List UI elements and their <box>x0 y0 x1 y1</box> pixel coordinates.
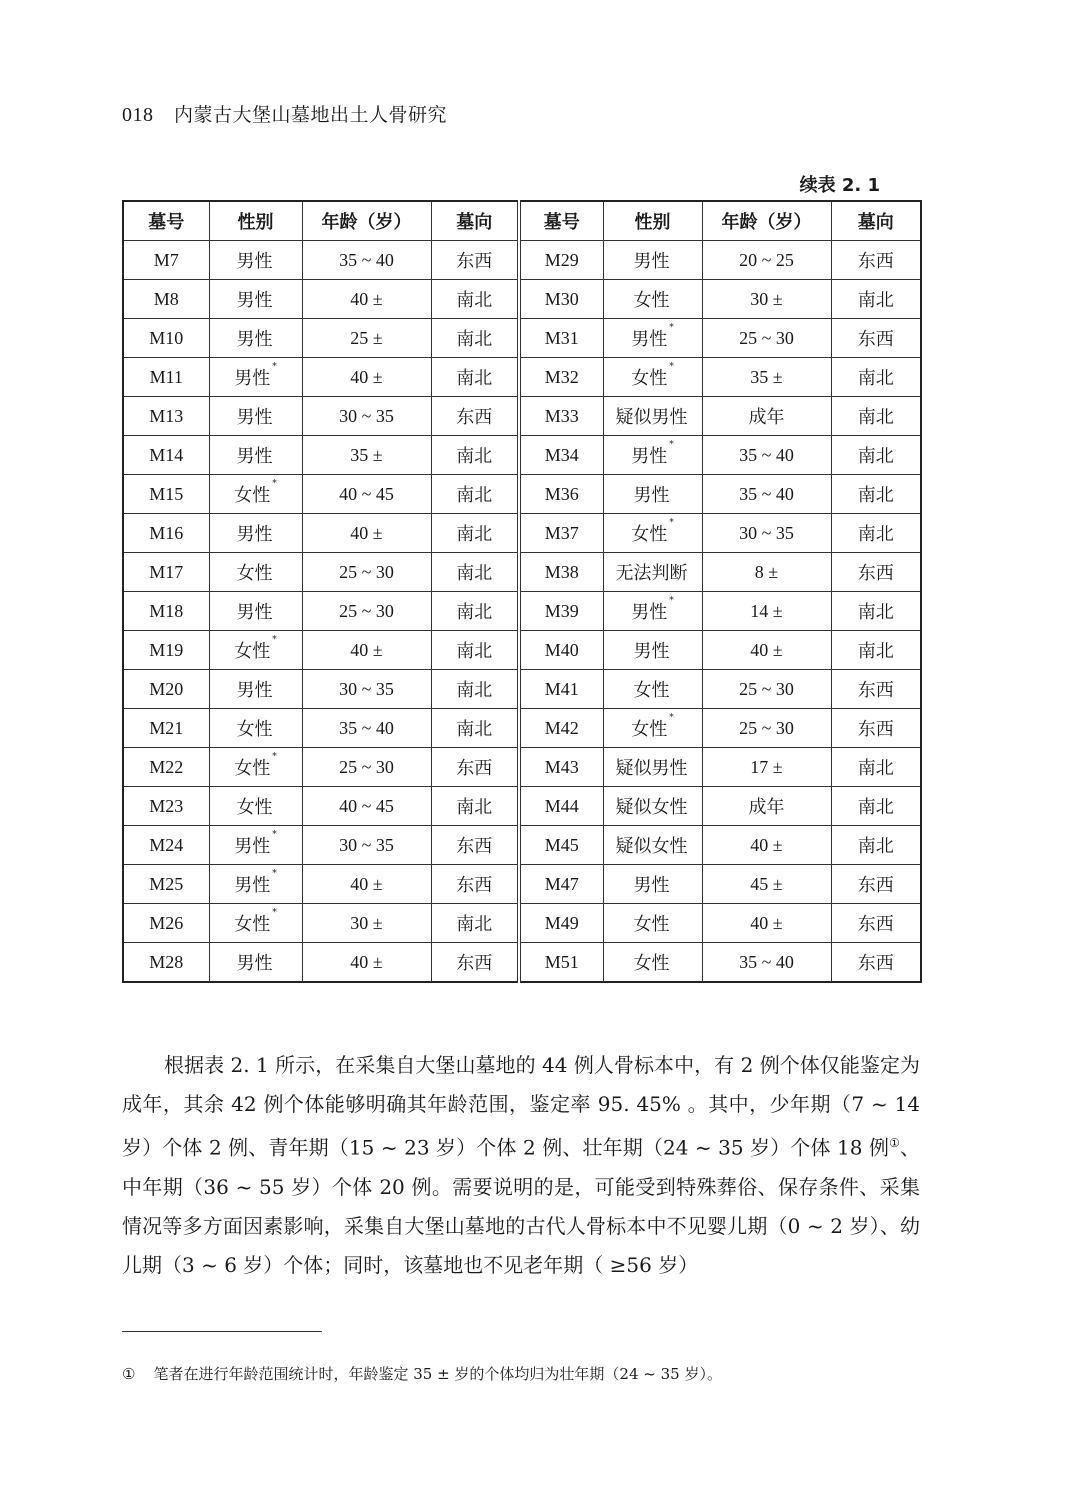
orientation-cell: 南北 <box>431 631 519 670</box>
orientation-cell: 东西 <box>431 748 519 787</box>
sex-value: 女性 <box>236 563 273 584</box>
body-text-before-note: 根据表 2. 1 所示，在采集自大堡山墓地的 44 例人骨标本中，有 2 例个体仅能鉴定为成年，其余 42 例个体能够明确其年龄范围，鉴定率 95. 45% 。其中，少年期（7 ~ 14 岁）个体 2 例、青年期（15 ~ 23 岁）个体 2 例、壮年期（24 ~ 35 岁）个体 18 例 <box>122 1053 920 1160</box>
sex-cell <box>603 631 702 670</box>
sex-cell <box>603 280 702 319</box>
orientation-cell: 东西 <box>431 865 519 904</box>
asterisk-mark: * <box>272 479 277 489</box>
tomb-number-cell: M14 <box>123 436 209 475</box>
book-title: 内蒙古大堡山墓地出土人骨研究 <box>174 104 448 126</box>
sex-value: 女性 <box>633 290 670 311</box>
orientation-cell: 东西 <box>431 241 519 280</box>
sex-cell <box>209 904 302 943</box>
col-header: 年龄（岁） <box>302 201 431 241</box>
sex-value: 男性 <box>236 446 273 467</box>
tomb-number-cell: M29 <box>519 241 603 280</box>
age-cell: 25 ~ 30 <box>302 748 431 787</box>
tomb-number-cell: M32 <box>519 358 603 397</box>
table-body <box>123 241 921 983</box>
sex-value: 疑似男性 <box>615 758 688 779</box>
tomb-number-cell: M20 <box>123 670 209 709</box>
col-header: 性别 <box>209 201 302 241</box>
col-header: 墓号 <box>519 201 603 241</box>
table-row <box>123 397 921 436</box>
orientation-cell: 南北 <box>831 475 921 514</box>
orientation-cell: 南北 <box>831 280 921 319</box>
table-row <box>123 475 921 514</box>
sex-value: 男性 <box>236 407 273 428</box>
footnote-ref[interactable]: ① <box>889 1136 900 1150</box>
orientation-cell: 南北 <box>431 553 519 592</box>
sex-value: 男性 <box>633 641 670 662</box>
sex-value: 女性 <box>234 485 271 506</box>
orientation-cell: 南北 <box>431 709 519 748</box>
sex-value: 男性 <box>236 953 273 974</box>
sex-value: 无法判断 <box>615 563 688 584</box>
age-cell: 40 ± <box>302 943 431 983</box>
tomb-number-cell: M19 <box>123 631 209 670</box>
sex-value: 女性 <box>236 719 273 740</box>
table-row <box>123 592 921 631</box>
table-row <box>123 865 921 904</box>
orientation-cell: 南北 <box>831 748 921 787</box>
tomb-number-cell: M47 <box>519 865 603 904</box>
table-row <box>123 787 921 826</box>
footnote <box>122 1363 722 1384</box>
sex-value: 疑似女性 <box>615 836 688 857</box>
age-cell: 20 ~ 25 <box>702 241 831 280</box>
asterisk-mark: * <box>669 713 674 723</box>
sex-cell <box>209 319 302 358</box>
sex-value: 男性 <box>236 680 273 701</box>
age-cell: 40 ± <box>302 358 431 397</box>
sex-value: 女性 <box>633 914 670 935</box>
sex-cell <box>209 436 302 475</box>
tomb-number-cell: M23 <box>123 787 209 826</box>
age-cell: 成年 <box>702 397 831 436</box>
orientation-cell: 东西 <box>831 241 921 280</box>
age-cell: 30 ~ 35 <box>702 514 831 553</box>
orientation-cell: 南北 <box>431 514 519 553</box>
sex-value: 男性 <box>236 524 273 545</box>
sex-value: 男性 <box>236 329 273 350</box>
sex-cell <box>603 826 702 865</box>
orientation-cell: 南北 <box>431 358 519 397</box>
sex-cell <box>209 865 302 904</box>
sex-cell <box>603 943 702 983</box>
body-paragraph <box>122 1046 920 1285</box>
age-cell: 25 ± <box>302 319 431 358</box>
tomb-number-cell: M34 <box>519 436 603 475</box>
table-row <box>123 241 921 280</box>
sex-value: 女性 <box>633 680 670 701</box>
sex-cell <box>209 397 302 436</box>
orientation-cell: 东西 <box>831 553 921 592</box>
table-row <box>123 436 921 475</box>
age-cell: 25 ~ 30 <box>302 553 431 592</box>
age-cell: 17 ± <box>702 748 831 787</box>
age-cell: 40 ~ 45 <box>302 475 431 514</box>
age-cell: 40 ± <box>702 826 831 865</box>
age-cell: 35 ± <box>302 436 431 475</box>
table-row <box>123 631 921 670</box>
orientation-cell: 东西 <box>831 319 921 358</box>
sex-cell <box>209 280 302 319</box>
table-row <box>123 709 921 748</box>
asterisk-mark: * <box>669 440 674 450</box>
age-cell: 35 ~ 40 <box>702 943 831 983</box>
sex-cell <box>209 475 302 514</box>
sex-cell <box>209 787 302 826</box>
orientation-cell: 南北 <box>431 475 519 514</box>
sex-value: 男性 <box>631 446 668 467</box>
age-cell: 25 ~ 30 <box>702 670 831 709</box>
age-cell: 40 ~ 45 <box>302 787 431 826</box>
tomb-number-cell: M17 <box>123 553 209 592</box>
asterisk-mark: * <box>272 830 277 840</box>
sex-value: 女性 <box>234 641 271 662</box>
col-header: 墓向 <box>431 201 519 241</box>
age-cell: 30 ~ 35 <box>302 670 431 709</box>
sex-value: 女性 <box>234 758 271 779</box>
sex-cell <box>209 748 302 787</box>
col-header: 年龄（岁） <box>702 201 831 241</box>
age-cell: 30 ± <box>702 280 831 319</box>
age-cell: 35 ~ 40 <box>302 709 431 748</box>
table-row <box>123 670 921 709</box>
table-row <box>123 904 921 943</box>
sex-cell <box>209 943 302 983</box>
sex-value: 男性 <box>236 251 273 272</box>
sex-cell <box>209 631 302 670</box>
asterisk-mark: * <box>669 323 674 333</box>
sex-cell <box>209 553 302 592</box>
orientation-cell: 东西 <box>831 943 921 983</box>
burial-table <box>122 200 922 983</box>
orientation-cell: 东西 <box>831 670 921 709</box>
age-cell: 40 ± <box>302 514 431 553</box>
orientation-cell: 东西 <box>431 826 519 865</box>
sex-cell <box>603 319 702 358</box>
orientation-cell: 南北 <box>831 592 921 631</box>
tomb-number-cell: M10 <box>123 319 209 358</box>
orientation-cell: 东西 <box>831 865 921 904</box>
orientation-cell: 东西 <box>831 904 921 943</box>
sex-value: 疑似女性 <box>615 797 688 818</box>
tomb-number-cell: M31 <box>519 319 603 358</box>
tomb-number-cell: M33 <box>519 397 603 436</box>
table-row <box>123 280 921 319</box>
sex-value: 男性 <box>236 602 273 623</box>
asterisk-mark: * <box>669 596 674 606</box>
col-header: 性别 <box>603 201 702 241</box>
tomb-number-cell: M51 <box>519 943 603 983</box>
sex-cell <box>603 670 702 709</box>
tomb-number-cell: M15 <box>123 475 209 514</box>
age-cell: 25 ~ 30 <box>702 319 831 358</box>
tomb-number-cell: M18 <box>123 592 209 631</box>
age-cell: 45 ± <box>702 865 831 904</box>
table-row <box>123 748 921 787</box>
sex-cell <box>209 592 302 631</box>
age-cell: 40 ± <box>302 280 431 319</box>
sex-cell <box>209 826 302 865</box>
tomb-number-cell: M39 <box>519 592 603 631</box>
tomb-number-cell: M38 <box>519 553 603 592</box>
sex-cell <box>209 514 302 553</box>
tomb-number-cell: M40 <box>519 631 603 670</box>
asterisk-mark: * <box>272 635 277 645</box>
age-cell: 25 ~ 30 <box>302 592 431 631</box>
orientation-cell: 南北 <box>831 631 921 670</box>
col-header: 墓号 <box>123 201 209 241</box>
sex-value: 男性 <box>631 602 668 623</box>
tomb-number-cell: M24 <box>123 826 209 865</box>
sex-cell <box>603 241 702 280</box>
sex-value: 男性 <box>236 290 273 311</box>
sex-value: 男性 <box>633 875 670 896</box>
age-cell: 40 ± <box>302 865 431 904</box>
tomb-number-cell: M49 <box>519 904 603 943</box>
page-number: 018 <box>122 104 154 126</box>
sex-cell <box>603 904 702 943</box>
asterisk-mark: * <box>669 518 674 528</box>
tomb-number-cell: M36 <box>519 475 603 514</box>
sex-value: 女性 <box>236 797 273 818</box>
asterisk-mark: * <box>272 362 277 372</box>
age-cell: 35 ~ 40 <box>702 475 831 514</box>
tomb-number-cell: M37 <box>519 514 603 553</box>
sex-cell <box>603 553 702 592</box>
sex-value: 女性 <box>631 524 668 545</box>
tomb-number-cell: M16 <box>123 514 209 553</box>
orientation-cell: 南北 <box>431 670 519 709</box>
tomb-number-cell: M43 <box>519 748 603 787</box>
sex-value: 男性 <box>234 368 271 389</box>
table-row <box>123 319 921 358</box>
asterisk-mark: * <box>272 752 277 762</box>
age-cell: 25 ~ 30 <box>702 709 831 748</box>
asterisk-mark: * <box>272 908 277 918</box>
age-cell: 8 ± <box>702 553 831 592</box>
sex-cell <box>209 241 302 280</box>
sex-value: 男性 <box>631 329 668 350</box>
sex-cell <box>603 397 702 436</box>
orientation-cell: 南北 <box>431 904 519 943</box>
tomb-number-cell: M11 <box>123 358 209 397</box>
age-cell: 35 ~ 40 <box>302 241 431 280</box>
orientation-cell: 南北 <box>831 397 921 436</box>
sex-cell <box>603 865 702 904</box>
sex-cell <box>209 358 302 397</box>
age-cell: 35 ~ 40 <box>702 436 831 475</box>
age-cell: 35 ± <box>702 358 831 397</box>
table-row <box>123 553 921 592</box>
footnote-text: 笔者在进行年龄范围统计时，年龄鉴定 35 ± 岁的个体均归为壮年期（24 ~ 35 岁）。 <box>153 1365 722 1383</box>
sex-value: 女性 <box>234 914 271 935</box>
age-cell: 14 ± <box>702 592 831 631</box>
col-header: 墓向 <box>831 201 921 241</box>
sex-cell <box>603 514 702 553</box>
orientation-cell: 东西 <box>831 709 921 748</box>
age-cell: 40 ± <box>702 631 831 670</box>
sex-cell <box>603 748 702 787</box>
orientation-cell: 南北 <box>831 436 921 475</box>
orientation-cell: 南北 <box>831 826 921 865</box>
tomb-number-cell: M44 <box>519 787 603 826</box>
orientation-cell: 南北 <box>831 358 921 397</box>
sex-cell <box>603 436 702 475</box>
orientation-cell: 南北 <box>431 592 519 631</box>
orientation-cell: 东西 <box>431 397 519 436</box>
sex-value: 男性 <box>633 251 670 272</box>
sex-cell <box>209 670 302 709</box>
tomb-number-cell: M45 <box>519 826 603 865</box>
tomb-number-cell: M22 <box>123 748 209 787</box>
tomb-number-cell: M21 <box>123 709 209 748</box>
tomb-number-cell: M25 <box>123 865 209 904</box>
age-cell: 40 ± <box>702 904 831 943</box>
tomb-number-cell: M7 <box>123 241 209 280</box>
orientation-cell: 南北 <box>431 319 519 358</box>
age-cell: 40 ± <box>302 631 431 670</box>
sex-value: 疑似男性 <box>615 407 688 428</box>
orientation-cell: 南北 <box>431 280 519 319</box>
table-row <box>123 514 921 553</box>
asterisk-mark: * <box>669 362 674 372</box>
age-cell: 30 ± <box>302 904 431 943</box>
sex-value: 男性 <box>234 875 271 896</box>
tomb-number-cell: M8 <box>123 280 209 319</box>
table-header-row <box>123 201 921 241</box>
sex-cell <box>603 787 702 826</box>
sex-value: 女性 <box>631 719 668 740</box>
table-row <box>123 826 921 865</box>
sex-cell <box>603 358 702 397</box>
tomb-number-cell: M26 <box>123 904 209 943</box>
orientation-cell: 南北 <box>831 514 921 553</box>
sex-value: 男性 <box>633 485 670 506</box>
tomb-number-cell: M13 <box>123 397 209 436</box>
sex-cell <box>209 709 302 748</box>
tomb-number-cell: M42 <box>519 709 603 748</box>
age-cell: 成年 <box>702 787 831 826</box>
table-row <box>123 943 921 983</box>
orientation-cell: 南北 <box>831 787 921 826</box>
sex-value: 女性 <box>631 368 668 389</box>
orientation-cell: 南北 <box>431 436 519 475</box>
tomb-number-cell: M30 <box>519 280 603 319</box>
tomb-number-cell: M28 <box>123 943 209 983</box>
footnote-divider <box>122 1331 322 1332</box>
running-head <box>122 100 447 127</box>
age-cell: 30 ~ 35 <box>302 826 431 865</box>
sex-value: 女性 <box>633 953 670 974</box>
tomb-number-cell: M41 <box>519 670 603 709</box>
table-row <box>123 358 921 397</box>
sex-value: 男性 <box>234 836 271 857</box>
sex-cell <box>603 592 702 631</box>
orientation-cell: 东西 <box>431 943 519 983</box>
footnote-mark: ① <box>122 1365 136 1383</box>
sex-cell <box>603 475 702 514</box>
sex-cell <box>603 709 702 748</box>
body-text-after-note: 、中年期（36 ~ 55 岁）个体 20 例。需要说明的是，可能受到特殊葬俗、保存条件、采集情况等多方面因素影响，采集自大堡山墓地的古代人骨标本中不见婴儿期（0 ~ 2 岁）、幼儿期（3 ~ 6 岁）个体；同时，该墓地也不见老年期（ ≥56 岁） <box>122 1135 920 1277</box>
orientation-cell: 南北 <box>431 787 519 826</box>
table-caption: 续表 2. 1 <box>799 175 880 196</box>
age-cell: 30 ~ 35 <box>302 397 431 436</box>
asterisk-mark: * <box>272 869 277 879</box>
